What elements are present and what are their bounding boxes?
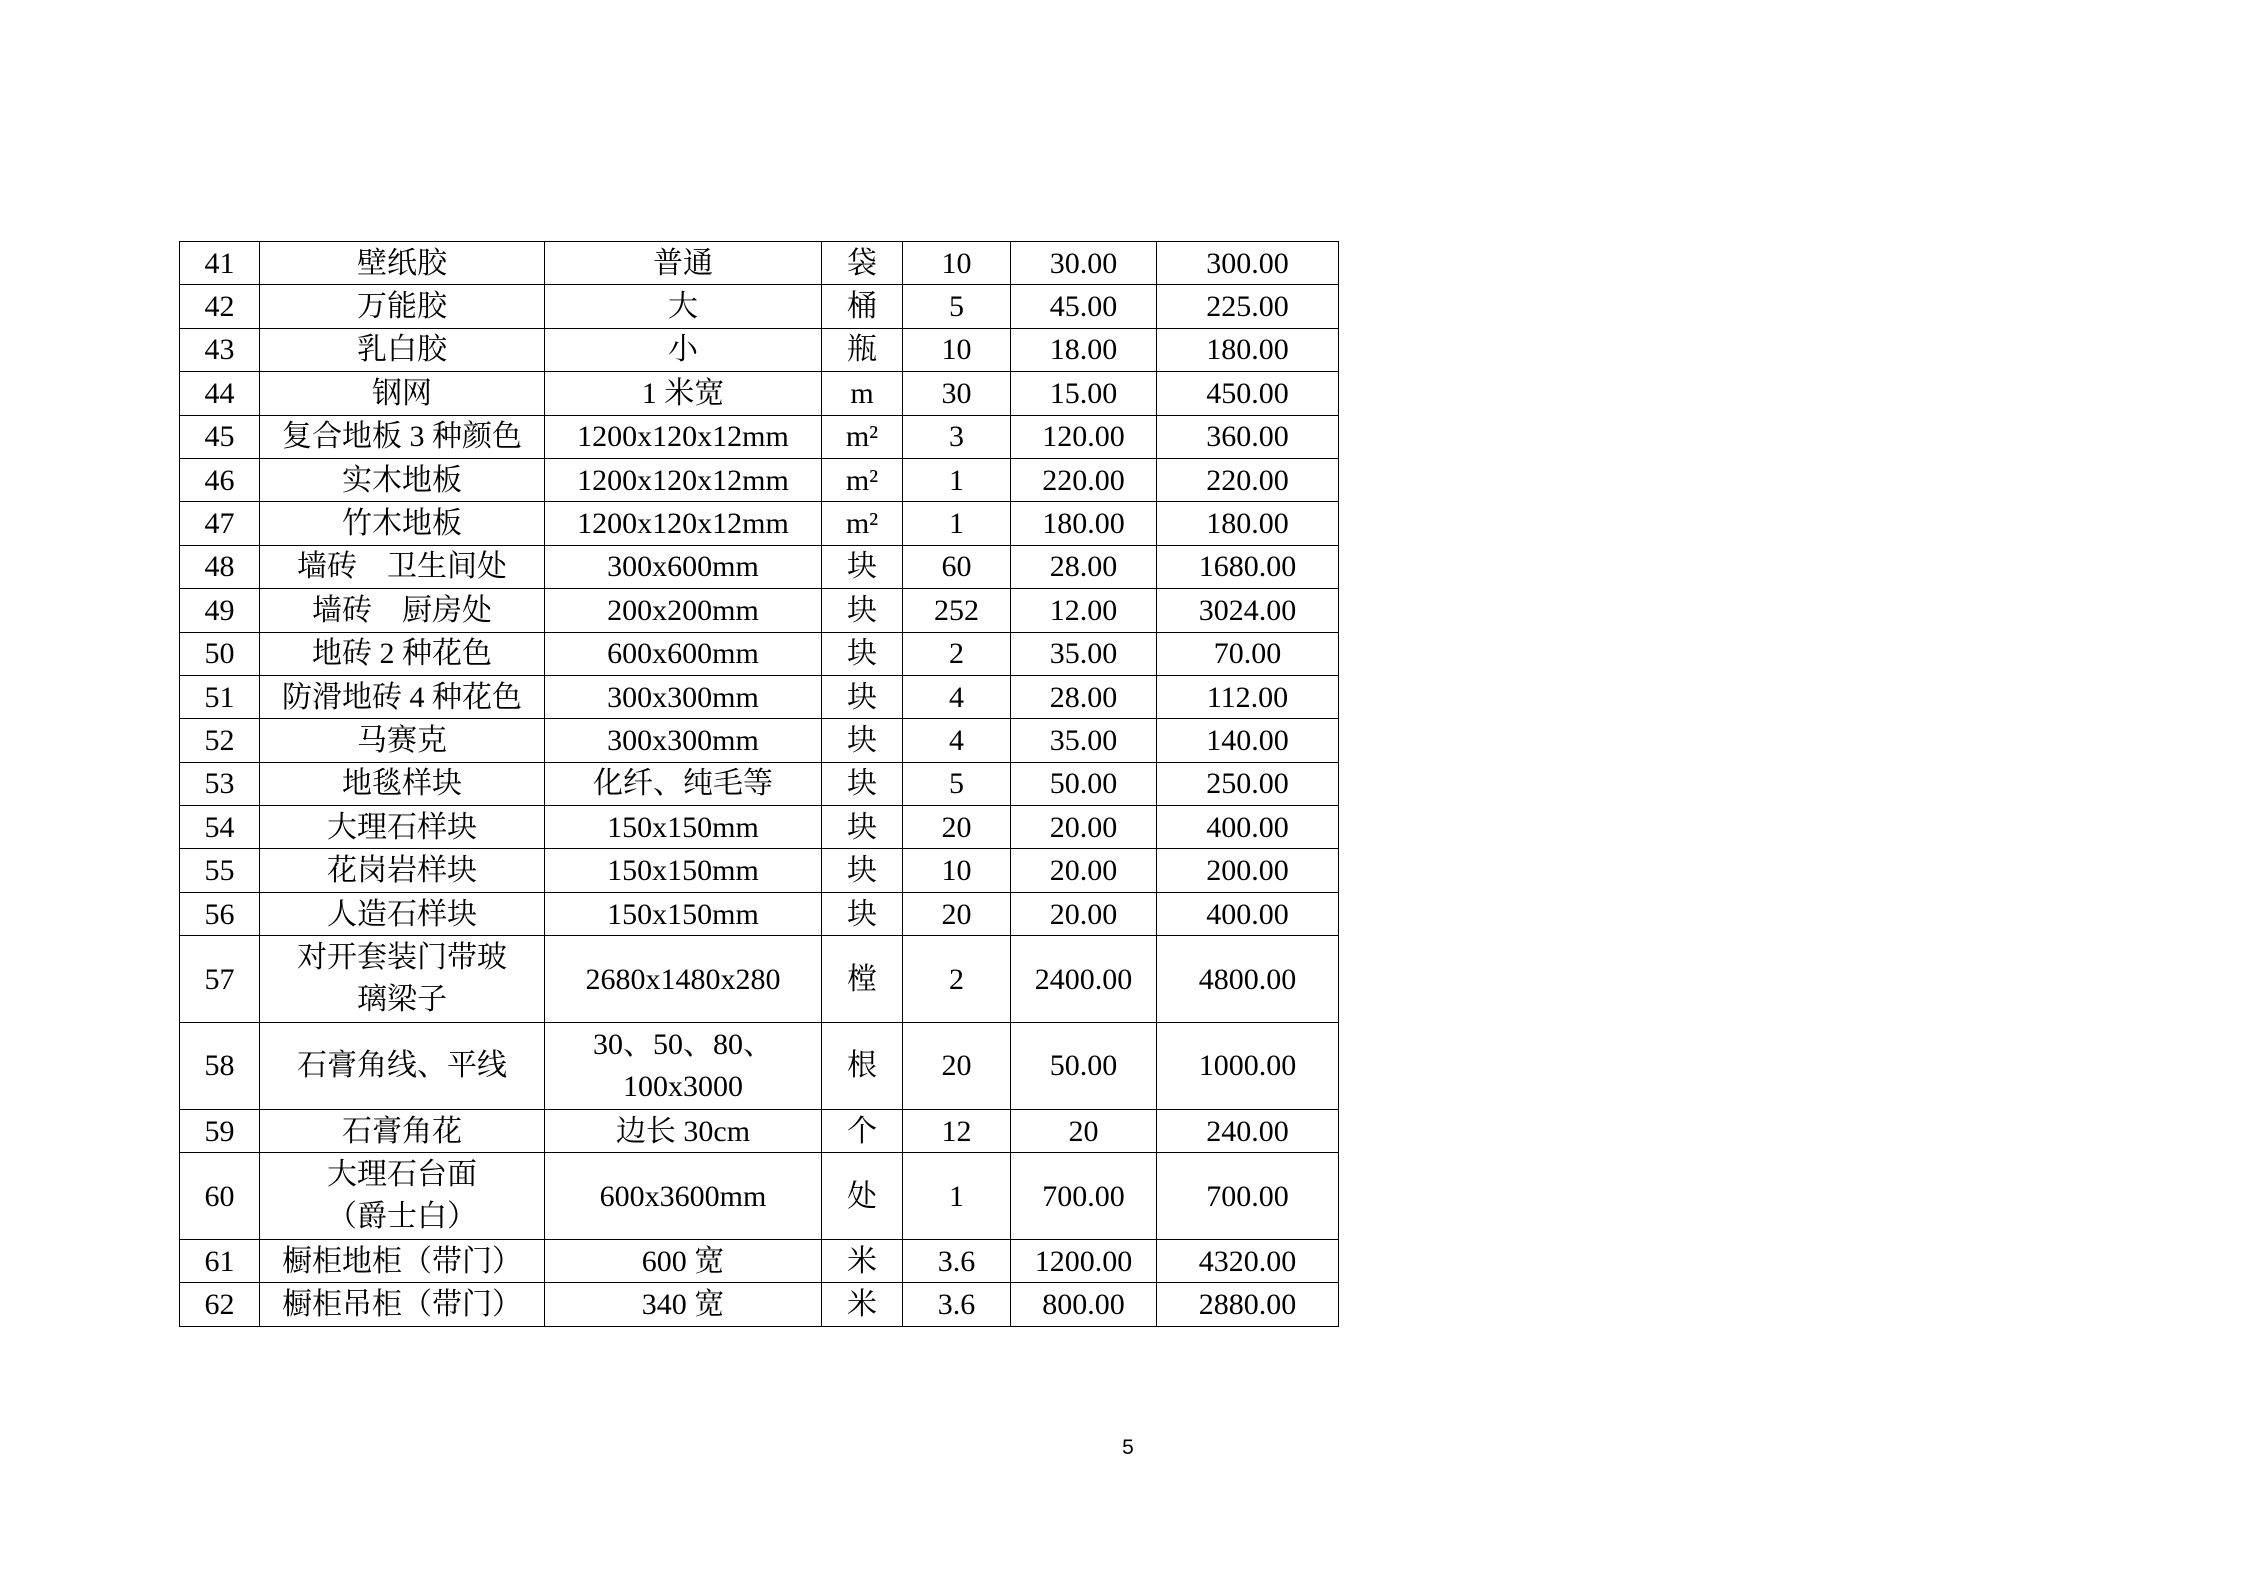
unit-cell: 块: [822, 632, 903, 675]
unit-price-cell: 35.00: [1011, 632, 1157, 675]
row-number-cell: 53: [180, 762, 260, 805]
spec-cell: 300x600mm: [545, 545, 822, 588]
unit-price-cell: 120.00: [1011, 415, 1157, 458]
table-row: [180, 632, 1339, 675]
item-name-cell: 墙砖 卫生间处: [260, 545, 545, 588]
quantity-cell: 252: [903, 589, 1011, 632]
spec-cell: 1200x120x12mm: [545, 458, 822, 501]
unit-cell: 处: [822, 1153, 903, 1240]
quantity-cell: 3.6: [903, 1283, 1011, 1326]
total-cell: 300.00: [1157, 242, 1339, 285]
table-body: [180, 242, 1339, 1327]
spec-line: 30、50、80、: [593, 1027, 773, 1061]
unit-price-cell: 15.00: [1011, 372, 1157, 415]
item-name-cell: 地砖 2 种花色: [260, 632, 545, 675]
unit-price-cell: 12.00: [1011, 589, 1157, 632]
unit-price-cell: 30.00: [1011, 242, 1157, 285]
spec-cell: 300x300mm: [545, 719, 822, 762]
table-row: [180, 719, 1339, 762]
table-row: [180, 458, 1339, 501]
quantity-cell: 1: [903, 458, 1011, 501]
row-number-cell: 43: [180, 328, 260, 371]
item-name-cell: 实木地板: [260, 458, 545, 501]
item-name-cell: 花岗岩样块: [260, 849, 545, 892]
unit-cell: m²: [822, 502, 903, 545]
quantity-cell: 10: [903, 328, 1011, 371]
row-number-cell: 46: [180, 458, 260, 501]
quantity-cell: 3: [903, 415, 1011, 458]
row-number-cell: 61: [180, 1240, 260, 1283]
quantity-cell: 4: [903, 675, 1011, 718]
row-number-cell: 44: [180, 372, 260, 415]
row-number-cell: 62: [180, 1283, 260, 1326]
spec-cell: 普通: [545, 242, 822, 285]
total-cell: 1680.00: [1157, 545, 1339, 588]
item-name-line: （爵士白）: [327, 1200, 477, 1234]
page-number: 5: [1122, 1436, 1134, 1459]
table-row: [180, 849, 1339, 892]
total-cell: 225.00: [1157, 285, 1339, 328]
row-number-cell: 51: [180, 675, 260, 718]
quantity-cell: 4: [903, 719, 1011, 762]
spec-cell: 2680x1480x280: [545, 936, 822, 1023]
row-number-cell: 56: [180, 892, 260, 935]
unit-price-cell: 800.00: [1011, 1283, 1157, 1326]
item-name-cell: [260, 936, 545, 1023]
item-name-cell: 橱柜吊柜（带门）: [260, 1283, 545, 1326]
quantity-cell: 5: [903, 762, 1011, 805]
unit-price-cell: 700.00: [1011, 1153, 1157, 1240]
spec-cell: 600x3600mm: [545, 1153, 822, 1240]
unit-cell: 块: [822, 806, 903, 849]
quantity-cell: 20: [903, 806, 1011, 849]
item-name-cell: 乳白胶: [260, 328, 545, 371]
item-name-line: 璃梁子: [357, 983, 447, 1017]
total-cell: 1000.00: [1157, 1023, 1339, 1110]
item-name-cell: 石膏角线、平线: [260, 1023, 545, 1110]
table-row: [180, 372, 1339, 415]
total-cell: 2880.00: [1157, 1283, 1339, 1326]
total-cell: 220.00: [1157, 458, 1339, 501]
total-cell: 360.00: [1157, 415, 1339, 458]
total-cell: 112.00: [1157, 675, 1339, 718]
item-name-cell: 人造石样块: [260, 892, 545, 935]
unit-cell: 袋: [822, 242, 903, 285]
spec-cell: 小: [545, 328, 822, 371]
item-name-cell: 大理石样块: [260, 806, 545, 849]
total-cell: 4800.00: [1157, 936, 1339, 1023]
table-row: [180, 242, 1339, 285]
materials-table: [179, 241, 1339, 1327]
unit-cell: m²: [822, 415, 903, 458]
quantity-cell: 60: [903, 545, 1011, 588]
quantity-cell: 2: [903, 632, 1011, 675]
spec-cell: 1 米宽: [545, 372, 822, 415]
item-name-cell: 壁纸胶: [260, 242, 545, 285]
unit-price-cell: 20.00: [1011, 806, 1157, 849]
item-name-cell: 防滑地砖 4 种花色: [260, 675, 545, 718]
unit-price-cell: 180.00: [1011, 502, 1157, 545]
row-number-cell: 58: [180, 1023, 260, 1110]
unit-price-cell: 28.00: [1011, 545, 1157, 588]
quantity-cell: 3.6: [903, 1240, 1011, 1283]
item-name-cell: 橱柜地柜（带门）: [260, 1240, 545, 1283]
table-row: [180, 502, 1339, 545]
spec-cell: 化纤、纯毛等: [545, 762, 822, 805]
table-row: [180, 545, 1339, 588]
unit-price-cell: 28.00: [1011, 675, 1157, 718]
unit-price-cell: 20.00: [1011, 849, 1157, 892]
spec-cell: 150x150mm: [545, 892, 822, 935]
spec-cell: 200x200mm: [545, 589, 822, 632]
table-row: [180, 762, 1339, 805]
quantity-cell: 12: [903, 1109, 1011, 1152]
row-number-cell: 60: [180, 1153, 260, 1240]
spec-cell: 600 宽: [545, 1240, 822, 1283]
quantity-cell: 10: [903, 849, 1011, 892]
spec-cell: 150x150mm: [545, 806, 822, 849]
unit-price-cell: 20: [1011, 1109, 1157, 1152]
table-row: [180, 1109, 1339, 1152]
unit-cell: 块: [822, 589, 903, 632]
unit-cell: 米: [822, 1283, 903, 1326]
spec-cell: 大: [545, 285, 822, 328]
total-cell: 4320.00: [1157, 1240, 1339, 1283]
item-name-line: 对开套装门带玻: [297, 941, 507, 975]
row-number-cell: 59: [180, 1109, 260, 1152]
unit-cell: 块: [822, 545, 903, 588]
unit-cell: 瓶: [822, 328, 903, 371]
unit-cell: 块: [822, 675, 903, 718]
unit-price-cell: 18.00: [1011, 328, 1157, 371]
table-row: [180, 415, 1339, 458]
unit-cell: 个: [822, 1109, 903, 1152]
unit-cell: 米: [822, 1240, 903, 1283]
row-number-cell: 55: [180, 849, 260, 892]
unit-cell: 樘: [822, 936, 903, 1023]
row-number-cell: 42: [180, 285, 260, 328]
table-row: [180, 1023, 1339, 1110]
total-cell: 180.00: [1157, 502, 1339, 545]
total-cell: 700.00: [1157, 1153, 1339, 1240]
spec-cell: 600x600mm: [545, 632, 822, 675]
unit-cell: 块: [822, 892, 903, 935]
item-name-cell: 万能胶: [260, 285, 545, 328]
spec-cell: [545, 1023, 822, 1110]
row-number-cell: 57: [180, 936, 260, 1023]
item-name-line: 大理石台面: [327, 1158, 477, 1192]
spec-cell: 340 宽: [545, 1283, 822, 1326]
table-row: [180, 1240, 1339, 1283]
total-cell: 250.00: [1157, 762, 1339, 805]
unit-cell: m²: [822, 458, 903, 501]
unit-price-cell: 45.00: [1011, 285, 1157, 328]
spec-cell: 300x300mm: [545, 675, 822, 718]
unit-cell: 块: [822, 849, 903, 892]
table-row: [180, 936, 1339, 1023]
quantity-cell: 30: [903, 372, 1011, 415]
table-row: [180, 806, 1339, 849]
unit-cell: 桶: [822, 285, 903, 328]
total-cell: 400.00: [1157, 892, 1339, 935]
row-number-cell: 45: [180, 415, 260, 458]
row-number-cell: 49: [180, 589, 260, 632]
row-number-cell: 50: [180, 632, 260, 675]
item-name-cell: 马赛克: [260, 719, 545, 762]
quantity-cell: 2: [903, 936, 1011, 1023]
unit-price-cell: 20.00: [1011, 892, 1157, 935]
item-name-cell: 复合地板 3 种颜色: [260, 415, 545, 458]
table-row: [180, 328, 1339, 371]
total-cell: 400.00: [1157, 806, 1339, 849]
spec-line: 100x3000: [623, 1069, 743, 1103]
total-cell: 240.00: [1157, 1109, 1339, 1152]
quantity-cell: 1: [903, 1153, 1011, 1240]
item-name-cell: 竹木地板: [260, 502, 545, 545]
quantity-cell: 10: [903, 242, 1011, 285]
unit-price-cell: 220.00: [1011, 458, 1157, 501]
total-cell: 200.00: [1157, 849, 1339, 892]
unit-cell: 块: [822, 719, 903, 762]
spec-cell: 1200x120x12mm: [545, 415, 822, 458]
row-number-cell: 52: [180, 719, 260, 762]
spec-cell: 边长 30cm: [545, 1109, 822, 1152]
row-number-cell: 41: [180, 242, 260, 285]
spec-cell: 1200x120x12mm: [545, 502, 822, 545]
unit-price-cell: 50.00: [1011, 762, 1157, 805]
total-cell: 3024.00: [1157, 589, 1339, 632]
unit-cell: 根: [822, 1023, 903, 1110]
item-name-cell: 地毯样块: [260, 762, 545, 805]
total-cell: 140.00: [1157, 719, 1339, 762]
unit-cell: m: [822, 372, 903, 415]
quantity-cell: 1: [903, 502, 1011, 545]
item-name-cell: 石膏角花: [260, 1109, 545, 1152]
total-cell: 180.00: [1157, 328, 1339, 371]
quantity-cell: 5: [903, 285, 1011, 328]
table-row: [180, 892, 1339, 935]
table-row: [180, 675, 1339, 718]
row-number-cell: 47: [180, 502, 260, 545]
quantity-cell: 20: [903, 1023, 1011, 1110]
table-row: [180, 285, 1339, 328]
table-row: [180, 1153, 1339, 1240]
item-name-cell: [260, 1153, 545, 1240]
row-number-cell: 48: [180, 545, 260, 588]
table-row: [180, 589, 1339, 632]
item-name-cell: 钢网: [260, 372, 545, 415]
table-row: [180, 1283, 1339, 1326]
unit-cell: 块: [822, 762, 903, 805]
total-cell: 450.00: [1157, 372, 1339, 415]
unit-price-cell: 35.00: [1011, 719, 1157, 762]
item-name-cell: 墙砖 厨房处: [260, 589, 545, 632]
total-cell: 70.00: [1157, 632, 1339, 675]
quantity-cell: 20: [903, 892, 1011, 935]
unit-price-cell: 1200.00: [1011, 1240, 1157, 1283]
spec-cell: 150x150mm: [545, 849, 822, 892]
unit-price-cell: 50.00: [1011, 1023, 1157, 1110]
unit-price-cell: 2400.00: [1011, 936, 1157, 1023]
row-number-cell: 54: [180, 806, 260, 849]
